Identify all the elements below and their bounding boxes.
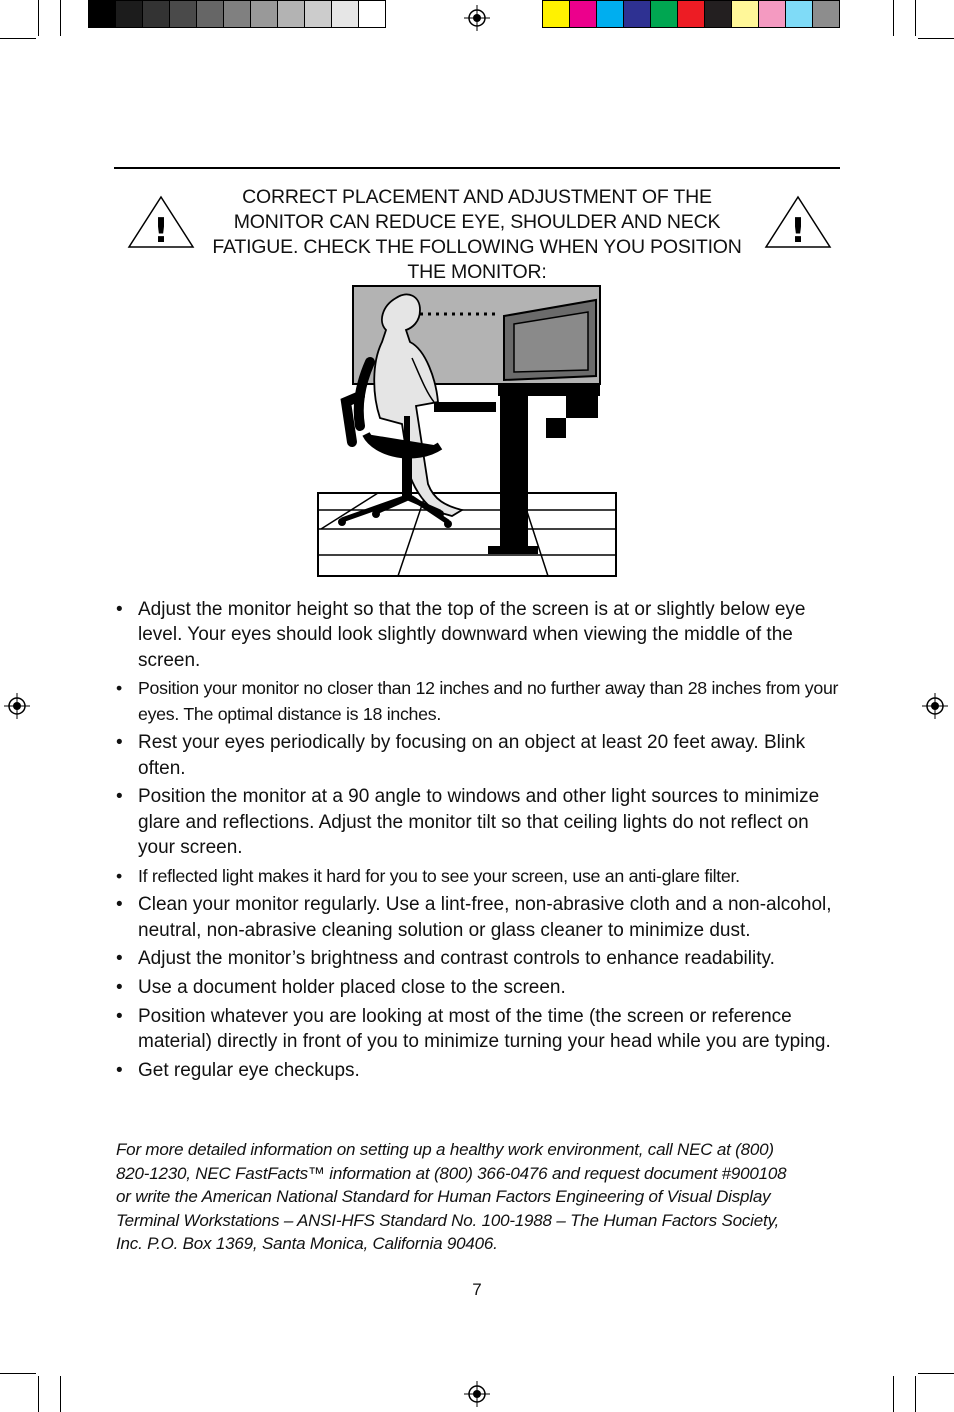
list-item: • Get regular eye checkups. — [114, 1058, 844, 1083]
crop-mark — [918, 38, 954, 39]
crop-mark — [893, 1376, 894, 1412]
grayscale-calibration-bar — [88, 0, 385, 28]
color-swatch — [812, 0, 840, 28]
color-swatch — [704, 0, 732, 28]
warning-heading: CORRECT PLACEMENT AND ADJUSTMENT OF THE MONITOR CAN REDUCE EYE, SHOULDER AND NECK FATIGUE. CHECK THE FOLLOWING WHEN YOU POSITION THE MONITOR: — [212, 186, 742, 283]
svg-text:!: ! — [153, 211, 169, 250]
color-swatch — [142, 0, 170, 28]
color-swatch — [250, 0, 278, 28]
warning-icon — [763, 194, 833, 250]
crop-mark — [0, 1373, 36, 1374]
ergonomic-tips-list — [114, 597, 844, 1086]
crop-mark — [38, 1376, 39, 1412]
crop-mark — [0, 38, 36, 39]
header-rule — [114, 167, 840, 169]
reference-note: For more detailed information on setting up a healthy work environment, call NEC at (800) 820-1230, NEC FastFacts™ information at (800) 366-0476 and request document #900108 or write the American National Standard for Human Factors Engineering of Visual Display Terminal Workstations – ANSI-HFS Standard No. 100-1988 – The Human Factors Society, Inc. P.O. Box 1369, Santa Monica, California 90406. — [116, 1140, 787, 1254]
list-item: • Rest your eyes periodically by focusing on an object at least 20 feet away. Blink often. — [114, 730, 844, 781]
list-item: • Use a document holder placed close to the screen. — [114, 975, 844, 1000]
color-swatch — [115, 0, 143, 28]
crop-mark — [918, 1373, 954, 1374]
color-swatch — [304, 0, 332, 28]
color-swatch — [650, 0, 678, 28]
color-swatch — [358, 0, 386, 28]
list-item: • Clean your monitor regularly. Use a lint-free, non-abrasive cloth and a non-alcohol, neutral, non-abrasive cleaning solution or glass cleaner to minimize dust. — [114, 892, 844, 943]
registration-mark-icon — [464, 5, 490, 31]
registration-mark-icon — [922, 693, 948, 719]
color-swatch — [623, 0, 651, 28]
color-swatch — [88, 0, 116, 28]
color-swatch — [331, 0, 359, 28]
color-swatch — [223, 0, 251, 28]
color-swatch — [758, 0, 786, 28]
list-item: • If reflected light makes it hard for you to see your screen, use an anti-glare filter. — [114, 864, 844, 889]
color-swatch — [277, 0, 305, 28]
color-swatch — [731, 0, 759, 28]
crop-mark — [60, 1376, 61, 1412]
list-item: • Position the monitor at a 90 angle to windows and other light sources to minimize glare and reflections. Adjust the monitor tilt so that ceiling lights do not reflect on your screen. — [114, 784, 844, 860]
color-swatch — [542, 0, 570, 28]
color-swatch — [169, 0, 197, 28]
color-swatch — [677, 0, 705, 28]
warning-icon — [126, 194, 196, 250]
list-item: • Adjust the monitor’s brightness and contrast controls to enhance readability. — [114, 946, 844, 971]
svg-text:!: ! — [790, 211, 806, 250]
registration-mark-icon — [464, 1381, 490, 1407]
page-number: 7 — [472, 1280, 482, 1299]
crop-mark — [915, 0, 916, 36]
color-swatch — [196, 0, 224, 28]
registration-mark-icon — [4, 693, 30, 719]
color-swatch — [569, 0, 597, 28]
color-swatch — [785, 0, 813, 28]
list-item: • Position your monitor no closer than 12 inches and no further away than 28 inches from your eyes. The optimal distance is 18 inches. — [114, 676, 844, 727]
workstation-illustration — [316, 284, 618, 578]
crop-mark — [60, 0, 61, 36]
crop-mark — [893, 0, 894, 36]
crop-mark — [915, 1376, 916, 1412]
list-item: • Position whatever you are looking at most of the time (the screen or reference material) directly in front of you to minimize turning your head while you are typing. — [114, 1004, 844, 1055]
list-item: • Adjust the monitor height so that the top of the screen is at or slightly below eye level. Your eyes should look slightly downward when viewing the middle of the screen. — [114, 597, 844, 673]
color-swatch — [596, 0, 624, 28]
crop-mark — [38, 0, 39, 36]
color-calibration-bar — [542, 0, 839, 28]
